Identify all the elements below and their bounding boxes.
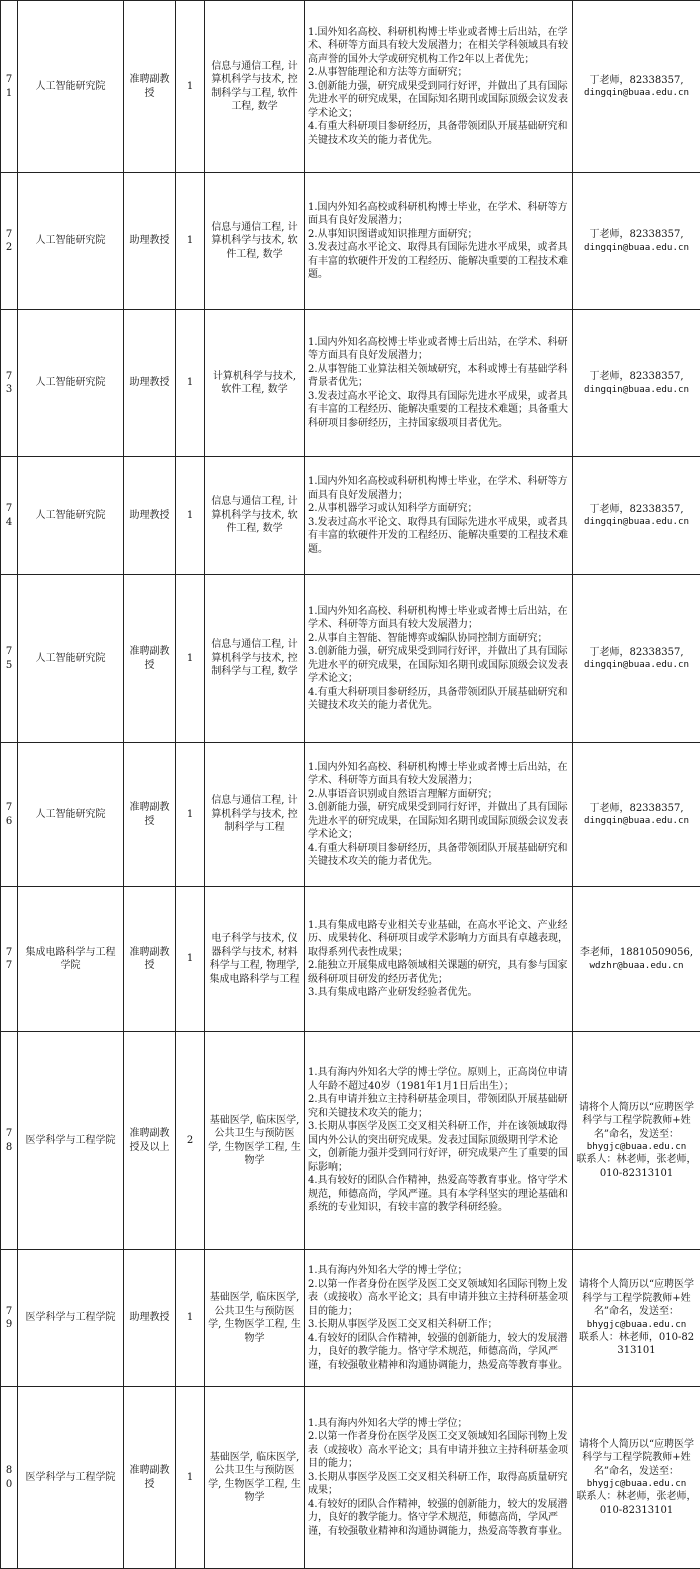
discipline-fields: 信息与通信工程, 计算机科学与技术, 控制科学与工程, 软件工程, 数学: [205, 1, 305, 173]
table-row: [1, 1032, 700, 1250]
discipline-fields: 信息与通信工程, 计算机科学与技术, 软件工程, 数学: [205, 457, 305, 575]
requirement-line: 3.具有集成电路产业研发经验者优先。: [308, 986, 569, 1000]
requirement-line: 4.有较好的团队合作精神，较强的创新能力，较大的发展潜力，良好的教学能力。恪守学术规范，师德高尚，学风严谨，有较强敬业精神和沟通协调能力，热爱高等教育事业。: [308, 1332, 569, 1373]
hiring-unit: 人工智能研究院: [18, 743, 124, 887]
table-row: [1, 1, 700, 173]
contact-cell: [573, 887, 700, 1032]
table-row: [1, 310, 700, 457]
requirement-line: 4.有重大科研项目参研经历，具备带领团队开展基础研究和关键技术攻关的能力者优先。: [308, 120, 569, 147]
position-count: 1: [176, 457, 205, 575]
requirements-cell: [305, 457, 573, 575]
row-number: 71: [1, 1, 18, 173]
position-count: 1: [176, 310, 205, 457]
table-row: [1, 575, 700, 743]
requirement-line: 1.国内外知名高校博士毕业或者博士后出站，在学术、科研等方面具有良好发展潜力；: [308, 336, 569, 363]
table-row: [1, 1387, 700, 1569]
position-title: 准聘副教授及以上: [124, 1032, 176, 1250]
discipline-fields: 计算机科学与技术, 软件工程, 数学: [205, 310, 305, 457]
position-count: 1: [176, 1250, 205, 1387]
contact-cell: [573, 310, 700, 457]
discipline-fields: 信息与通信工程, 计算机科学与技术, 控制科学与工程: [205, 743, 305, 887]
requirement-line: 3.长期从事医学及医工交叉相关科研工作，并在该领域取得国内外公认的突出研究成果。发表过国际顶级期刊学术论文，创新能力强并受到同行好评，研究成果产生了重要的国际影响；: [308, 1120, 569, 1174]
row-number: 72: [1, 173, 18, 310]
row-number: 75: [1, 575, 18, 743]
contact-cell: [573, 1250, 700, 1387]
table-row: [1, 457, 700, 575]
requirement-line: 1.国内外知名高校或科研机构博士毕业，在学术、科研等方面具有良好发展潜力；: [308, 475, 569, 502]
row-number: 73: [1, 310, 18, 457]
requirement-line: 3.长期从事医学及医工交叉相关科研工作；: [308, 1318, 569, 1332]
requirements-cell: [305, 1250, 573, 1387]
requirement-line: 2.能独立开展集成电路领域相关课题的研究，具有参与国家级科研项目研发的经历者优先；: [308, 959, 569, 986]
position-count: 1: [176, 575, 205, 743]
requirement-line: 1.具有海内外知名大学的博士学位；: [308, 1264, 569, 1278]
discipline-fields: 基础医学, 临床医学, 公共卫生与预防医学, 生物医学工程, 生物学: [205, 1387, 305, 1569]
requirement-line: 2.从事智能理论和方法等方面研究；: [308, 66, 569, 80]
contact-line: 联系人：林老师，010-82313101: [576, 1331, 697, 1358]
row-number: 80: [1, 1387, 18, 1569]
position-count: 1: [176, 1, 205, 173]
contact-email[interactable]: dingqin@buaa.edu.cn: [576, 384, 697, 396]
requirement-line: 4.有重大科研项目参研经历，具备带领团队开展基础研究和关键技术攻关的能力者优先。: [308, 686, 569, 713]
requirements-cell: [305, 173, 573, 310]
requirement-line: 3.长期从事医学及医工交叉相关科研工作，取得高质量研究成果；: [308, 1471, 569, 1498]
contact-email[interactable]: bhygjc@buaa.edu.cn: [576, 1141, 697, 1153]
contact-cell: [573, 743, 700, 887]
contact-line: 联系人：林老师，张老师，010-82313101: [576, 1153, 697, 1180]
contact-line: 丁老师，82338357,: [576, 370, 697, 384]
requirements-cell: [305, 310, 573, 457]
requirement-line: 1.国内外知名高校或科研机构博士毕业，在学术、科研等方面具有良好发展潜力；: [308, 201, 569, 228]
table-row: [1, 743, 700, 887]
requirement-line: 2.从事语音识别或自然语言理解方面研究；: [308, 788, 569, 802]
position-title: 准聘副教授: [124, 575, 176, 743]
requirement-line: 1.具有集成电路专业相关专业基础，在高水平论文、产业经历、成果转化、科研项目或学术影响力方面具有卓越表现，取得系列代表性成果；: [308, 919, 569, 960]
position-count: 1: [176, 173, 205, 310]
position-count: 1: [176, 887, 205, 1032]
requirement-line: 4.有较好的团队合作精神，较强的创新能力，较大的发展潜力，良好的教学能力。恪守学术规范，师德高尚，学风严谨，有较强敬业精神和沟通协调能力，热爱高等教育事业。: [308, 1498, 569, 1539]
requirement-line: 3.发表过高水平论文、取得具有国际先进水平成果，或者具有丰富的软硬件开发的工程经历、能解决重要的工程技术难题。: [308, 241, 569, 282]
requirement-line: 2.从事智能工业算法相关领域研究，本科或博士有基础学科背景者优先；: [308, 363, 569, 390]
contact-cell: [573, 1, 700, 173]
contact-line: 请将个人简历以“应聘医学科学与工程学院教师+姓名”命名，发送至：: [576, 1278, 697, 1319]
requirement-line: 1.具有海内外知名大学的博士学位。原则上，正高岗位申请人年龄不超过40岁（1981年1月1日后出生）；: [308, 1066, 569, 1093]
requirement-line: 2.以第一作者身份在医学及医工交叉领域知名国际刊物上发表（或接收）高水平论文；具有申请并独立主持科研基金项目的能力；: [308, 1430, 569, 1471]
requirements-cell: [305, 887, 573, 1032]
requirement-line: 1.国外知名高校、科研机构博士毕业或者博士后出站，在学术、科研等方面具有较大发展潜力；在相关学科领域具有较高声誉的国外大学或研究机构工作2年以上者优先；: [308, 26, 569, 67]
contact-email[interactable]: dingqin@buaa.edu.cn: [576, 516, 697, 528]
requirement-line: 3.创新能力强，研究成果受到同行好评，并做出了具有国际先进水平的研究成果，在国际知名期刊或国际顶级会议发表学术论文；: [308, 80, 569, 121]
requirements-cell: [305, 1, 573, 173]
discipline-fields: 信息与通信工程, 计算机科学与技术, 软件工程, 数学: [205, 173, 305, 310]
row-number: 77: [1, 887, 18, 1032]
contact-email[interactable]: bhygjc@buaa.edu.cn: [576, 1478, 697, 1490]
discipline-fields: 基础医学, 临床医学, 公共卫生与预防医学, 生物医学工程, 生物学: [205, 1032, 305, 1250]
requirement-line: 4.具有较好的团队合作精神，热爱高等教育事业。恪守学术规范，师德高尚，学风严谨。具有本学科坚实的理论基础和系统的专业知识，有较丰富的教学科研经验。: [308, 1174, 569, 1215]
contact-email[interactable]: dingqin@buaa.edu.cn: [576, 87, 697, 99]
row-number: 76: [1, 743, 18, 887]
table-row: [1, 1250, 700, 1387]
contact-line: 丁老师，82338357,: [576, 646, 697, 660]
requirements-cell: [305, 1387, 573, 1569]
discipline-fields: 信息与通信工程, 计算机科学与技术, 控制科学与工程, 数学: [205, 575, 305, 743]
hiring-unit: 医学科学与工程学院: [18, 1387, 124, 1569]
discipline-fields: 基础医学, 临床医学, 公共卫生与预防医学, 生物医学工程, 生物学: [205, 1250, 305, 1387]
discipline-fields: 电子科学与技术, 仪器科学与技术, 材料科学与工程, 物理学, 集成电路科学与工程: [205, 887, 305, 1032]
contact-line: 丁老师，82338357,: [576, 503, 697, 517]
position-count: 1: [176, 743, 205, 887]
table-row: [1, 173, 700, 310]
requirement-line: 1.具有海内外知名大学的博士学位；: [308, 1417, 569, 1431]
requirement-line: 3.创新能力强，研究成果受到同行好评，并做出了具有国际先进水平的研究成果，在国际知名期刊或国际顶级会议发表学术论文；: [308, 645, 569, 686]
contact-line: 丁老师，82338357,: [576, 802, 697, 816]
row-number: 79: [1, 1250, 18, 1387]
contact-line: 联系人：林老师，张老师，010-82313101: [576, 1490, 697, 1517]
contact-cell: [573, 173, 700, 310]
contact-cell: [573, 457, 700, 575]
contact-line: 丁老师，82338357,: [576, 228, 697, 242]
hiring-unit: 医学科学与工程学院: [18, 1250, 124, 1387]
position-title: 助理教授: [124, 1250, 176, 1387]
contact-email[interactable]: wdzhr@buaa.edu.cn: [576, 960, 697, 972]
position-title: 准聘副教授: [124, 743, 176, 887]
hiring-unit: 人工智能研究院: [18, 173, 124, 310]
contact-email[interactable]: bhygjc@buaa.edu.cn: [576, 1319, 697, 1331]
table-row: [1, 887, 700, 1032]
requirement-line: 1.国内外知名高校、科研机构博士毕业或者博士后出站，在学术、科研等方面具有较大发展潜力；: [308, 605, 569, 632]
contact-email[interactable]: dingqin@buaa.edu.cn: [576, 815, 697, 827]
position-count: 2: [176, 1032, 205, 1250]
position-title: 准聘副教授: [124, 887, 176, 1032]
requirement-line: 3.发表过高水平论文、取得具有国际先进水平成果，或者具有丰富的工程经历、能解决重要的工程技术难题；具备重大科研项目参研经历，主持国家级项目者优先。: [308, 390, 569, 431]
hiring-unit: 集成电路科学与工程学院: [18, 887, 124, 1032]
requirement-line: 1.国内外知名高校、科研机构博士毕业或者博士后出站，在学术、科研等方面具有较大发展潜力；: [308, 761, 569, 788]
requirement-line: 3.发表过高水平论文、取得具有国际先进水平成果，或者具有丰富的软硬件开发的工程经历、能解决重要的工程技术难题。: [308, 516, 569, 557]
contact-line: 请将个人简历以“应聘医学科学与工程学院教师+姓名”命名，发送至：: [576, 1438, 697, 1479]
requirements-cell: [305, 575, 573, 743]
contact-line: 请将个人简历以“应聘医学科学与工程学院教师+姓名”命名，发送至：: [576, 1101, 697, 1142]
hiring-unit: 医学科学与工程学院: [18, 1032, 124, 1250]
requirement-line: 2.具有申请并独立主持科研基金项目，带领团队开展基础研究和关键技术攻关的能力；: [308, 1093, 569, 1120]
contact-cell: [573, 1032, 700, 1250]
position-count: 1: [176, 1387, 205, 1569]
requirements-cell: [305, 743, 573, 887]
requirement-line: 2.从事机器学习或认知科学方面研究；: [308, 502, 569, 516]
requirement-line: 2.从事知识图谱或知识推理方面研究；: [308, 228, 569, 242]
row-number: 78: [1, 1032, 18, 1250]
requirements-cell: [305, 1032, 573, 1250]
contact-cell: [573, 575, 700, 743]
position-title: 助理教授: [124, 310, 176, 457]
contact-line: 李老师，18810509056,: [576, 946, 697, 960]
position-title: 准聘副教授: [124, 1, 176, 173]
position-title: 助理教授: [124, 173, 176, 310]
hiring-unit: 人工智能研究院: [18, 575, 124, 743]
hiring-unit: 人工智能研究院: [18, 457, 124, 575]
position-title: 准聘副教授: [124, 1387, 176, 1569]
row-number: 74: [1, 457, 18, 575]
table-body: [1, 1, 700, 1569]
requirement-line: 2.从事自主智能、智能博弈或编队协同控制方面研究；: [308, 632, 569, 646]
requirement-line: 2.以第一作者身份在医学及医工交叉领域知名国际刊物上发表（或接收）高水平论文；具有申请并独立主持科研基金项目的能力；: [308, 1278, 569, 1319]
contact-email[interactable]: dingqin@buaa.edu.cn: [576, 242, 697, 254]
requirement-line: 4.有重大科研项目参研经历，具备带领团队开展基础研究和关键技术攻关的能力者优先。: [308, 842, 569, 869]
contact-line: 丁老师，82338357,: [576, 74, 697, 88]
hiring-unit: 人工智能研究院: [18, 310, 124, 457]
position-title: 助理教授: [124, 457, 176, 575]
hiring-unit: 人工智能研究院: [18, 1, 124, 173]
contact-cell: [573, 1387, 700, 1569]
contact-email[interactable]: dingqin@buaa.edu.cn: [576, 659, 697, 671]
requirement-line: 3.创新能力强，研究成果受到同行好评，并做出了具有国际先进水平的研究成果，在国际知名期刊或国际顶级会议发表学术论文；: [308, 801, 569, 842]
